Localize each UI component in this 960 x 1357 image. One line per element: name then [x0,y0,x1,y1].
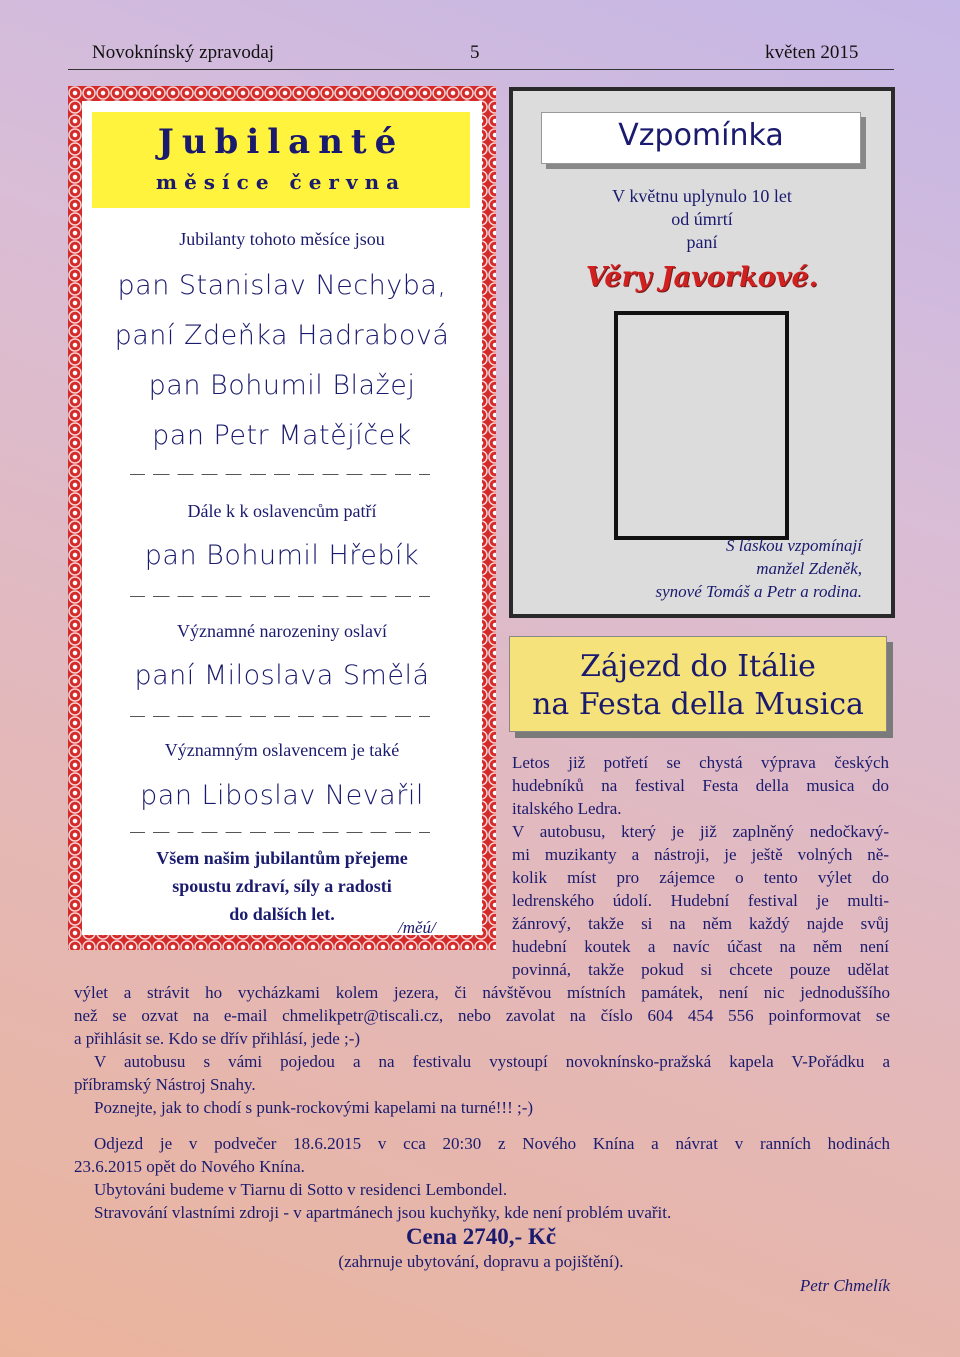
wish-line: spoustu zdraví, síly a radosti [172,876,392,896]
jubilanti-intro: Jubilanty tohoto měsíce jsou [179,229,385,249]
photo-frame [614,311,789,540]
zajezd-signature: Petr Chmelík [799,1276,890,1295]
zajezd-line: ledrenského údolí. Hudební festival je multi- [512,891,889,910]
zajezd-line: a přihlásit se. Kdo se dřív přihlásí, jede ;-) [74,1029,361,1048]
jubilant-name: pan Petr Matějíček [152,420,412,451]
vzpominka-line: paní [686,232,718,252]
vzpominka-name: Věry Javorkové. [585,262,819,293]
zajezd-line: Poznejte, jak to chodí s punk-rockovými kapelami na turné!!! ;-) [94,1098,534,1117]
header-date: květen 2015 [765,42,859,63]
wish-line: Všem našim jubilantům přejeme [156,848,408,868]
page-number: 5 [470,42,480,63]
significant-label: Významné narozeniny oslaví [177,621,387,641]
vzpominka-sign-line: synové Tomáš a Petr a rodina. [655,582,862,601]
vzpominka-sign-line: S láskou vzpomínají [726,536,862,555]
zajezd-line: než se ozvat na e-mail chmelikpetr@tiscali.cz, nebo zavolat na číslo 604 454 556 poinformovat se [74,1006,890,1025]
zajezd-title: Zájezd do Itálie [580,649,816,684]
jubilanti-subtitle: měsíce června [155,170,407,194]
zajezd-line: V autobusu, který je již zaplněný nedočkavý- [512,822,889,841]
zajezd-line: V autobusu s vámi pojedou a na festivalu vystoupí novoknínsko-pražská kapela V-Pořádku a [94,1052,890,1071]
price: Cena 2740,- Kč [405,1224,557,1249]
jubilant-name: paní Zdeňka Hadrabová [114,320,450,351]
jubilant-name: pan Bohumil Hřebík [144,540,420,571]
zajezd-line: výlet a strávit ho vycházkami kolem jezera, či návštěvou místních památek, není nic jednoduššího [74,983,890,1002]
zajezd-line: hudebníků na festival Festa della musica do [512,776,889,795]
price-note: (zahrnuje ubytování, dopravu a pojištění). [338,1252,624,1271]
dashed-divider [130,716,430,717]
zajezd-line: hudební koutek a navíc účast na něm není [512,937,889,956]
jubilanti-title: Jubilanté [157,122,405,162]
zajezd-line: Letos již potřetí se chystá výprava českých [512,753,889,772]
zajezd-line: mi muzikanty a nástroji, je ještě volných ně- [512,845,889,864]
zajezd-line: Odjezd je v podvečer 18.6.2015 v cca 20:30 z Nového Knína a návrat v ranních hodinách [94,1134,890,1153]
dashed-divider [130,474,430,475]
dashed-divider [130,832,430,833]
zajezd-line: 23.6.2015 opět do Nového Knína. [74,1157,305,1176]
zajezd-line: kolik míst pro zájemce o tento výlet do [512,868,889,887]
vzpominka-sign-line: manžel Zdeněk, [756,559,862,578]
zajezd-title: na Festa della Musica [532,687,864,722]
zajezd-line: italského Ledra. [512,799,622,818]
zajezd-line: příbramský Nástroj Snahy. [74,1075,256,1094]
jubilant-name: pan Bohumil Blažej [148,370,416,401]
jubilant-name: pan Liboslav Nevařil [140,780,424,811]
zajezd-line: žánrový, takže si na něm každý najde svůj [512,914,889,933]
vzpominka-line: V květnu uplynulo 10 let [612,186,792,206]
zajezd-line: Ubytováni budeme v Tiarnu di Sotto v residenci Lembondel. [94,1180,508,1199]
header-title: Novoknínský zpravodaj [92,42,275,63]
zajezd-line: Stravování vlastními zdroji - v apartmánech jsou kuchyňky, kde není problém uvařit. [94,1203,672,1222]
jubilant-name: pan Stanislav Nechyba, [117,270,447,301]
significant2-label: Významným oslavencem je také [164,740,400,760]
jubilanti-signature: /měú/ [398,918,436,937]
vzpominka-title: Vzpomínka [618,118,784,153]
zajezd-line: povinná, takže pokud si chcete pouze udělat [512,960,889,979]
jubilant-name: paní Miloslava Smělá [134,660,430,691]
vzpominka-line: od úmrtí [671,209,733,229]
wish-line: do dalších let. [229,904,335,924]
dashed-divider [130,596,430,597]
header-divider [68,69,894,70]
also-label: Dále k k oslavencům patří [187,501,377,521]
